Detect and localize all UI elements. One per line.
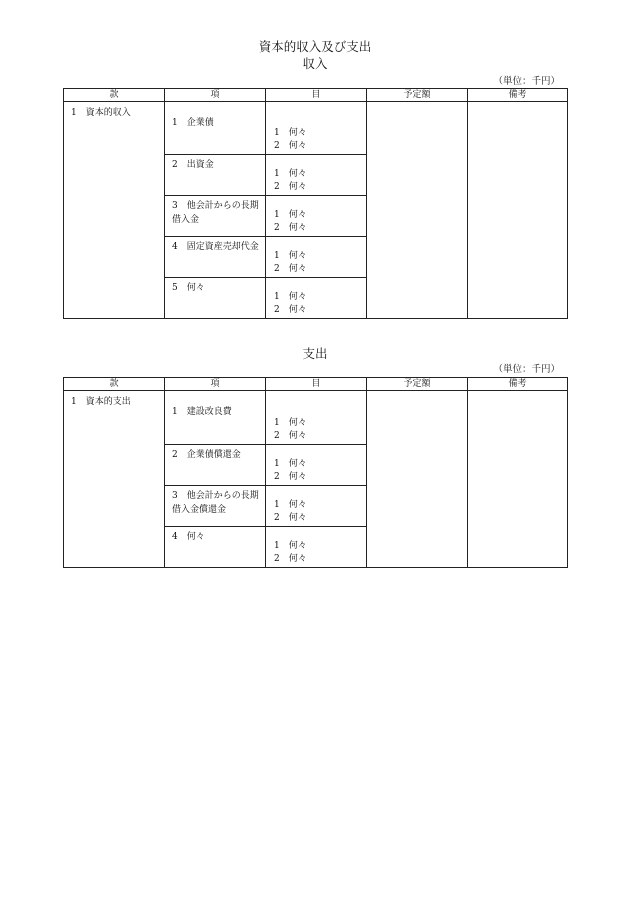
header-kan: 款 [64, 89, 165, 102]
moku-item: 1 何々 [274, 500, 307, 510]
moku-item: 1 何々 [274, 459, 307, 469]
kou-cell: 5 何々 [165, 278, 266, 319]
income-unit-label: （単位：千円） [493, 76, 560, 87]
moku-item: 1 何々 [274, 541, 307, 551]
kan-cell: 1 資本的支出 [64, 391, 165, 568]
moku-cell [266, 196, 367, 237]
moku-item: 2 何々 [274, 182, 307, 192]
moku-item: 2 何々 [274, 264, 307, 274]
kou-cell: 2 企業債償還金 [165, 445, 266, 486]
kan-cell: 1 資本的収入 [64, 102, 165, 319]
page-title: 資本的収入及び支出 [258, 39, 372, 54]
moku-cell [266, 527, 367, 568]
moku-item: 2 何々 [274, 513, 307, 523]
moku-item: 1 何々 [274, 418, 307, 428]
expense-unit-label: （単位：千円） [493, 364, 560, 375]
moku-cell [266, 486, 367, 527]
expense-section-title: 支出 [302, 346, 328, 361]
moku-item: 1 何々 [274, 210, 307, 220]
moku-cell [266, 391, 367, 445]
income-section-title: 収入 [302, 56, 328, 71]
moku-cell [266, 237, 367, 278]
moku-item: 2 何々 [274, 472, 307, 482]
moku-cell [266, 445, 367, 486]
moku-item: 1 何々 [274, 169, 307, 179]
moku-item: 2 何々 [274, 554, 307, 564]
kou-cell: 2 出資金 [165, 155, 266, 196]
kou-cell: 4 何々 [165, 527, 266, 568]
moku-item: 1 何々 [274, 251, 307, 261]
moku-cell [266, 155, 367, 196]
expense-header-row [64, 378, 568, 391]
income-table [63, 88, 568, 319]
kou-cell: 4 固定資産売却代金 [165, 237, 266, 278]
remarks-cell [468, 102, 568, 319]
table-row [64, 102, 568, 155]
kou-cell: 1 建設改良費 [165, 391, 266, 445]
table-row [64, 391, 568, 445]
income-header-row [64, 89, 568, 102]
header-kou: 項 [165, 378, 266, 391]
moku-item: 2 何々 [274, 141, 307, 151]
header-kou: 項 [165, 89, 266, 102]
amount-cell [367, 102, 468, 319]
expense-table [63, 377, 568, 568]
kou-cell: 3 他会計からの長期借入金償還金 [165, 486, 266, 527]
header-amount: 予定額 [367, 378, 468, 391]
header-remarks: 備考 [468, 378, 568, 391]
header-amount: 予定額 [367, 89, 468, 102]
moku-item: 2 何々 [274, 305, 307, 315]
amount-cell [367, 391, 468, 568]
moku-cell [266, 102, 367, 155]
moku-cell [266, 278, 367, 319]
kou-cell: 1 企業債 [165, 102, 266, 155]
remarks-cell [468, 391, 568, 568]
moku-item: 1 何々 [274, 128, 307, 138]
kou-cell: 3 他会計からの長期借入金 [165, 196, 266, 237]
moku-item: 2 何々 [274, 223, 307, 233]
moku-item: 2 何々 [274, 431, 307, 441]
header-moku: 目 [266, 89, 367, 102]
header-kan: 款 [64, 378, 165, 391]
moku-item: 1 何々 [274, 292, 307, 302]
header-remarks: 備考 [468, 89, 568, 102]
header-moku: 目 [266, 378, 367, 391]
